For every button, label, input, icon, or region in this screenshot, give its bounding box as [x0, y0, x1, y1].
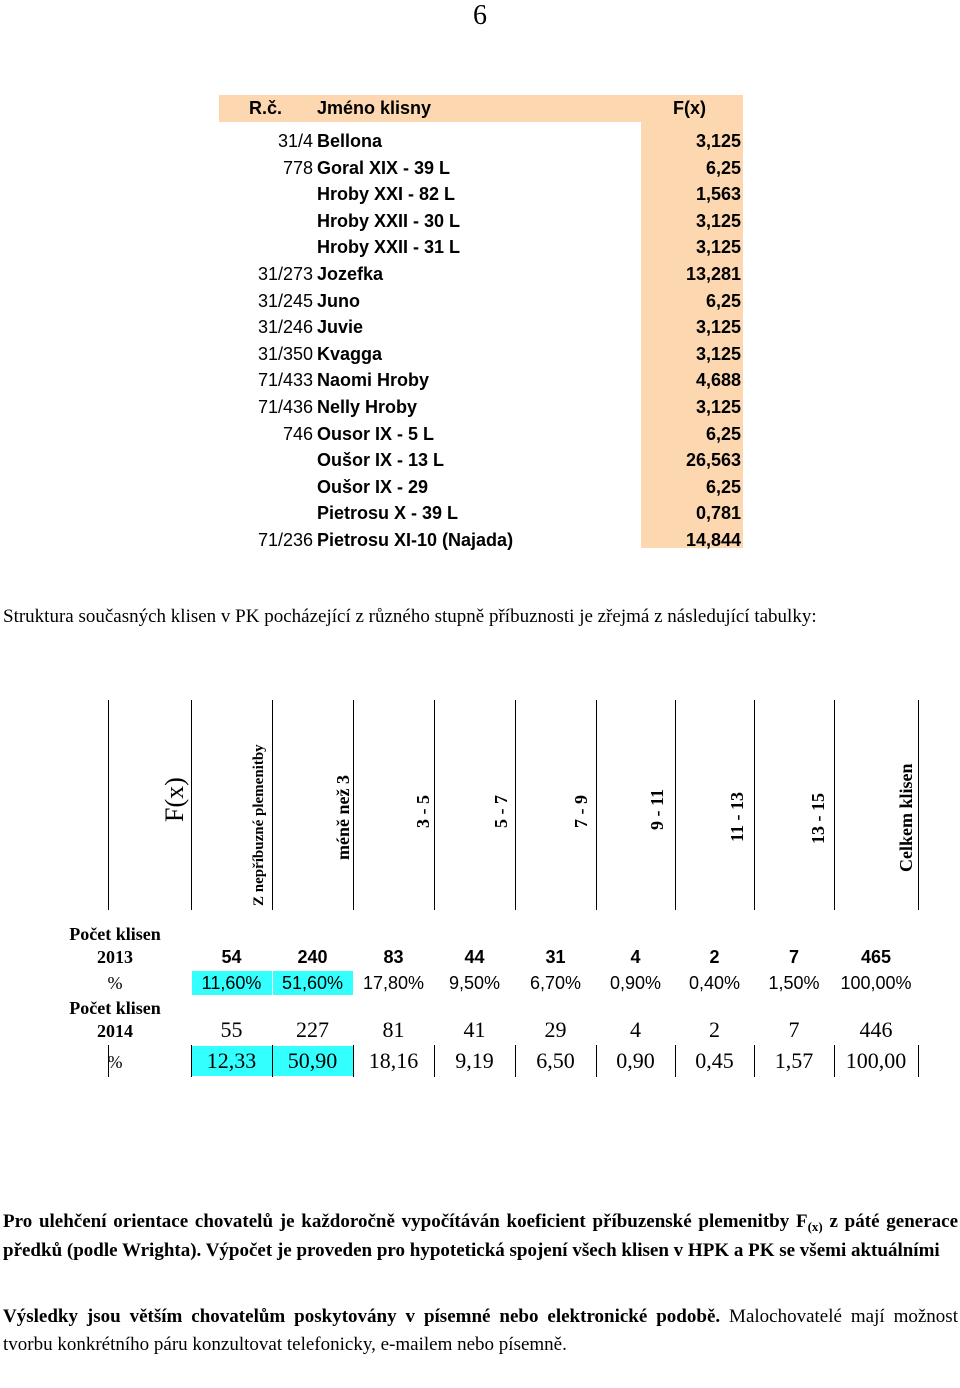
table-cell: 12,33 — [206, 1048, 257, 1073]
mare-row — [219, 368, 743, 394]
table-cell: 7 — [788, 1017, 800, 1042]
mare-row — [219, 262, 743, 288]
table-cell: 54 — [221, 947, 242, 967]
page-number: 6 — [473, 0, 487, 31]
header-fx: F(x) — [673, 98, 706, 118]
row-label: Počet klisen — [69, 998, 161, 1018]
table-cell: 2 — [709, 947, 720, 967]
table-gridline — [834, 700, 835, 910]
mare-row — [219, 182, 743, 208]
mare-rc: 31/4 — [277, 131, 313, 151]
table-cell: 1,50% — [768, 973, 820, 993]
mare-name: Juvie — [317, 317, 364, 338]
mare-row — [219, 209, 743, 235]
mare-fx: 13,281 — [685, 264, 741, 284]
table-cell: 0,90 — [616, 1048, 655, 1073]
table-cell: 9,19 — [455, 1048, 494, 1073]
table-gridline — [754, 700, 755, 910]
mare-name: Bellona — [317, 131, 383, 151]
mare-fx: 0,781 — [695, 503, 741, 524]
row-label-percent: % — [107, 973, 123, 993]
mare-fx: 3,125 — [695, 317, 741, 338]
mare-name: Hroby XXII - 30 L — [317, 210, 461, 231]
mare-fx: 3,125 — [695, 397, 741, 417]
table-cell: 4 — [630, 947, 641, 967]
mare-fx: 6,25 — [705, 157, 741, 178]
mare-name: Goral XIX - 39 L — [317, 157, 451, 178]
column-header: 13 - 15 — [808, 793, 828, 844]
mare-row — [219, 422, 743, 448]
column-header: 7 - 9 — [571, 795, 591, 828]
mare-row — [219, 395, 743, 421]
mare-fx: 6,25 — [705, 290, 741, 311]
row-label-year: 2014 — [97, 1021, 133, 1041]
table-cell: 31 — [545, 947, 566, 967]
table-cell: 0,40% — [688, 973, 741, 993]
table-gridline — [918, 700, 919, 910]
mare-fx: 3,125 — [695, 210, 741, 231]
mare-row — [219, 475, 743, 501]
table-cell: 18,16 — [368, 1048, 419, 1073]
table-cell: 0,90% — [609, 973, 662, 993]
table-cell: 41 — [463, 1017, 486, 1042]
mare-fx: 6,25 — [705, 476, 741, 497]
column-header: 5 - 7 — [491, 795, 511, 828]
column-header: méně než 3 — [333, 775, 353, 860]
mare-row — [219, 448, 743, 474]
table-gridline — [675, 700, 676, 910]
table-cell: 4 — [630, 1017, 641, 1042]
coefficient-text-2: z páté generace předků (podle Wrighta). Výpočet je proveden pro hypotetická spojení všech klisen v HPK a PK se všemi aktuálními — [3, 1211, 958, 1261]
header-name: Jméno klisny — [317, 98, 432, 118]
mare-fx: 3,125 — [695, 131, 741, 151]
table-cell: 2 — [709, 1017, 720, 1042]
mare-row — [219, 342, 743, 368]
mare-fx: 1,563 — [695, 184, 741, 205]
mare-rc: 31/350 — [257, 343, 313, 364]
mare-fx: 4,688 — [695, 370, 741, 391]
results-normal-text: Malochovatelé mají možnost tvorbu konkrétního páru konzultovat telefonicky, e-mailem nebo písemně. — [3, 1306, 958, 1355]
table-cell: 55 — [220, 1017, 243, 1042]
table-gridline — [918, 1045, 919, 1077]
mare-rc: 31/245 — [257, 290, 313, 311]
table-cell: 465 — [860, 947, 892, 967]
table-gridline — [191, 700, 192, 910]
table-cell: 83 — [383, 947, 404, 967]
table-cell: 51,60% — [281, 973, 344, 993]
mare-table-header-bg — [219, 95, 743, 122]
mare-rc: 746 — [282, 423, 313, 444]
mare-name: Hroby XXI - 82 L — [317, 184, 456, 205]
table-cell: 7 — [788, 947, 799, 967]
table-cell: 227 — [296, 1017, 329, 1042]
table-cell: 446 — [859, 1017, 893, 1042]
table-gridline — [515, 700, 516, 910]
mare-name: Ousor IX - 5 L — [317, 423, 435, 444]
mare-name: Juno — [317, 290, 360, 311]
structure-intro-paragraph: Struktura současných klisen v PK pocházející z různého stupně příbuznosti je zřejmá z následující tabulky: — [3, 606, 817, 627]
mare-row — [219, 129, 743, 155]
mare-name: Jozefka — [317, 264, 384, 284]
coefficient-paragraph — [3, 1208, 958, 1265]
mare-fx: 3,125 — [695, 343, 741, 364]
table-gridline — [272, 700, 273, 910]
mare-table — [219, 95, 743, 553]
mare-row — [219, 501, 743, 527]
table-gridline — [108, 700, 109, 910]
coefficient-text-1: Pro ulehčení orientace chovatelů je každoročně vypočítáván koeficient příbuzenské plemenitby F — [3, 1211, 808, 1232]
mare-name: Pietrosu XI-10 (Najada) — [317, 530, 514, 550]
mare-name: Pietrosu X - 39 L — [317, 503, 459, 524]
table-cell: 1,57 — [774, 1048, 814, 1073]
table-cell: 6,50 — [536, 1048, 575, 1073]
mare-rc: 71/433 — [257, 370, 313, 391]
table-cell: 17,80% — [362, 973, 425, 993]
table-cell: 6,70% — [529, 973, 582, 993]
mare-row — [219, 235, 743, 261]
table-cell: 29 — [544, 1017, 567, 1042]
column-header: Z nepříbuzné plemenitby — [251, 744, 267, 906]
table-gridline — [434, 700, 435, 910]
mare-name: Nelly Hroby — [317, 397, 418, 417]
column-header: Celkem klisen — [896, 763, 916, 872]
mare-rc: 31/273 — [257, 264, 313, 284]
row-label-year: 2013 — [97, 947, 133, 967]
table-cell: 100,00 — [845, 1048, 907, 1073]
table-cell: 81 — [382, 1017, 405, 1042]
mare-name: Oušor IX - 29 — [317, 476, 429, 497]
mare-row — [219, 315, 743, 341]
column-header: 11 - 13 — [727, 791, 747, 842]
coefficient-subscript: (x) — [807, 1219, 823, 1234]
fx-axis-label: F(x) — [160, 777, 189, 822]
row-label-percent: % — [107, 1052, 123, 1072]
column-header: 3 - 5 — [413, 795, 433, 828]
table-cell: 11,60% — [201, 973, 262, 993]
table-gridline — [596, 700, 597, 910]
table-cell: 9,50% — [448, 973, 501, 993]
mare-row — [219, 528, 743, 554]
mare-name: Hroby XXII - 31 L — [317, 237, 461, 258]
header-rc: R.č. — [249, 98, 283, 118]
table-cell: 240 — [297, 947, 328, 967]
mare-row — [219, 289, 743, 315]
table-cell: 100,00% — [840, 973, 912, 993]
mare-name: Oušor IX - 13 L — [317, 450, 445, 471]
mare-name: Naomi Hroby — [317, 370, 430, 391]
mare-rc: 31/246 — [257, 317, 313, 338]
mare-fx: 26,563 — [685, 450, 741, 471]
row-label: Počet klisen — [69, 924, 161, 944]
table-cell: 44 — [464, 947, 485, 967]
table-cell: 0,45 — [695, 1048, 734, 1073]
mare-rc: 71/436 — [257, 397, 313, 417]
mare-row — [219, 156, 743, 182]
table-cell: 50,90 — [287, 1048, 338, 1073]
column-header: 9 - 11 — [647, 788, 667, 830]
mare-rc: 778 — [282, 157, 313, 178]
mare-rc: 71/236 — [257, 530, 313, 550]
mare-fx: 14,844 — [685, 530, 741, 550]
mare-name: Kvagga — [317, 343, 383, 364]
results-paragraph — [3, 1303, 958, 1359]
results-bold-text: Výsledky jsou větším chovatelům poskytovány v písemné nebo elektronické podobě. — [3, 1306, 721, 1327]
mare-fx: 6,25 — [705, 423, 741, 444]
mare-fx: 3,125 — [695, 237, 741, 258]
